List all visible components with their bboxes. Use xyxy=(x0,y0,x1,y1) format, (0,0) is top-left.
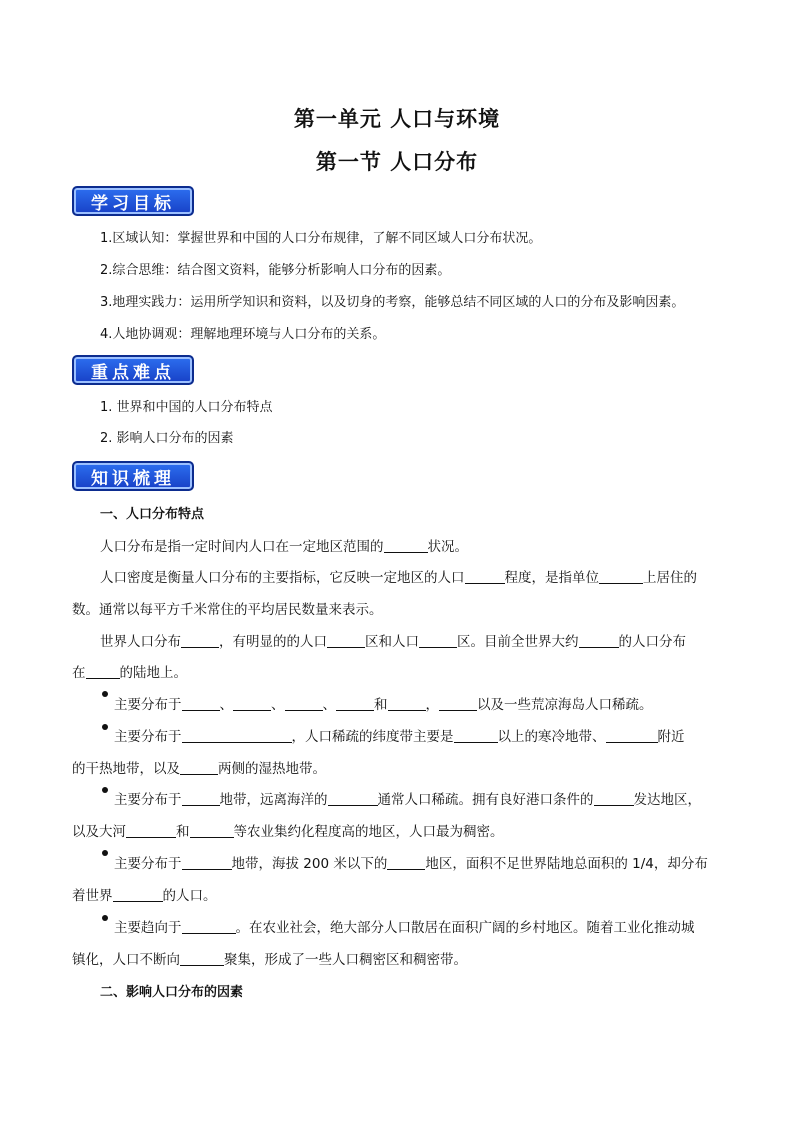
fill-blank[interactable] xyxy=(233,696,271,711)
bullet-dot-icon xyxy=(102,691,108,697)
bullet-item-5-cont: 镇化，人口不断向 聚集，形成了一些人口稠密区和稠密带。 xyxy=(72,952,467,968)
fill-blank[interactable] xyxy=(465,569,505,584)
unit-title: 第一单元 人口与环境 xyxy=(293,106,501,131)
fill-blank[interactable] xyxy=(182,791,220,806)
fill-blank[interactable] xyxy=(113,887,163,902)
bullet-dot-icon xyxy=(102,787,108,793)
bullet-item-3: 主要分布于 地带，远离海洋的 通常人口稀疏。拥有良好港口条件的 发达地区， xyxy=(114,792,701,808)
fill-blank[interactable] xyxy=(327,633,365,648)
section-title: 第一节 人口分布 xyxy=(315,149,479,174)
key-point-item-1: 1. 世界和中国的人口分布特点 xyxy=(100,400,273,415)
fill-blank[interactable] xyxy=(387,855,425,870)
key-point-item-2: 2. 影响人口分布的因素 xyxy=(100,431,234,446)
section-heading-distribution: 一、人口分布特点 xyxy=(100,507,205,522)
paragraph-world: 世界人口分布 ，有明显的的人口 区和人口 区。目前全世界大约 的人口分布 xyxy=(100,634,686,650)
fill-blank[interactable] xyxy=(419,633,457,648)
bullet-item-3-cont: 以及大河 和 等农业集约化程度高的地区，人口最为稠密。 xyxy=(72,824,504,840)
bullet-item-2-cont: 的干热地带，以及 两侧的湿热地带。 xyxy=(72,761,326,777)
fill-blank[interactable] xyxy=(384,538,428,553)
objective-item-3: 3.地理实践力：运用所学知识和资料，以及切身的考察，能够总结不同区域的人口的分布及影响因素。 xyxy=(100,295,685,310)
fill-blank[interactable] xyxy=(182,855,232,870)
paragraph-world-cont: 在 的陆地上。 xyxy=(72,665,187,681)
fill-blank[interactable] xyxy=(336,696,374,711)
badge-key-points: 重点难点 xyxy=(72,355,194,385)
fill-blank[interactable] xyxy=(285,696,323,711)
fill-blank[interactable] xyxy=(454,728,498,743)
bullet-dot-icon xyxy=(102,724,108,730)
fill-blank[interactable] xyxy=(182,696,220,711)
bullet-item-2: 主要分布于 ，人口稀疏的纬度带主要是 以上的寒冷地带、 附近 xyxy=(114,729,685,745)
badge-knowledge-review: 知识梳理 xyxy=(72,461,194,491)
badge-learning-objectives: 学习目标 xyxy=(72,186,194,216)
fill-blank[interactable] xyxy=(180,951,224,966)
fill-blank[interactable] xyxy=(439,696,477,711)
fill-blank[interactable] xyxy=(579,633,619,648)
fill-blank[interactable] xyxy=(181,633,219,648)
bullet-dot-icon xyxy=(102,850,108,856)
bullet-item-4-cont: 着世界 的人口。 xyxy=(72,888,217,904)
objective-item-4: 4.人地协调观：理解地理环境与人口分布的关系。 xyxy=(100,327,386,342)
section-heading-factors: 二、影响人口分布的因素 xyxy=(100,985,244,1000)
paragraph-definition: 人口分布是指一定时间内人口在一定地区范围的 状况。 xyxy=(100,539,468,555)
fill-blank[interactable] xyxy=(594,791,634,806)
fill-blank[interactable] xyxy=(182,919,236,934)
fill-blank[interactable] xyxy=(126,823,176,838)
fill-blank[interactable] xyxy=(86,664,120,679)
fill-blank[interactable] xyxy=(190,823,234,838)
fill-blank[interactable] xyxy=(599,569,643,584)
bullet-item-5: 主要趋向于 。在农业社会，绝大部分人口散居在面积广阔的乡村地区。随着工业化推动城 xyxy=(114,920,695,936)
fill-blank[interactable] xyxy=(182,728,292,743)
objective-item-1: 1.区域认知：掌握世界和中国的人口分布规律，了解不同区域人口分布状况。 xyxy=(100,231,542,246)
bullet-dot-icon xyxy=(102,915,108,921)
objective-item-2: 2.综合思维：结合图文资料，能够分析影响人口分布的因素。 xyxy=(100,263,451,278)
paragraph-density: 人口密度是衡量人口分布的主要指标，它反映一定地区的人口 程度，是指单位 上居住的 xyxy=(100,570,697,586)
paragraph-density-cont: 数。通常以每平方千米常住的平均居民数量来表示。 xyxy=(72,602,383,618)
fill-blank[interactable] xyxy=(388,696,426,711)
bullet-item-1: 主要分布于 、 、 、 和 ， 以及一些荒凉海岛人口稀疏。 xyxy=(114,697,653,713)
fill-blank[interactable] xyxy=(180,760,218,775)
bullet-item-4: 主要分布于 地带，海拔 200 米以下的 地区，面积不足世界陆地总面积的 1/4，却分布 xyxy=(114,856,708,872)
fill-blank[interactable] xyxy=(606,728,658,743)
fill-blank[interactable] xyxy=(328,791,378,806)
